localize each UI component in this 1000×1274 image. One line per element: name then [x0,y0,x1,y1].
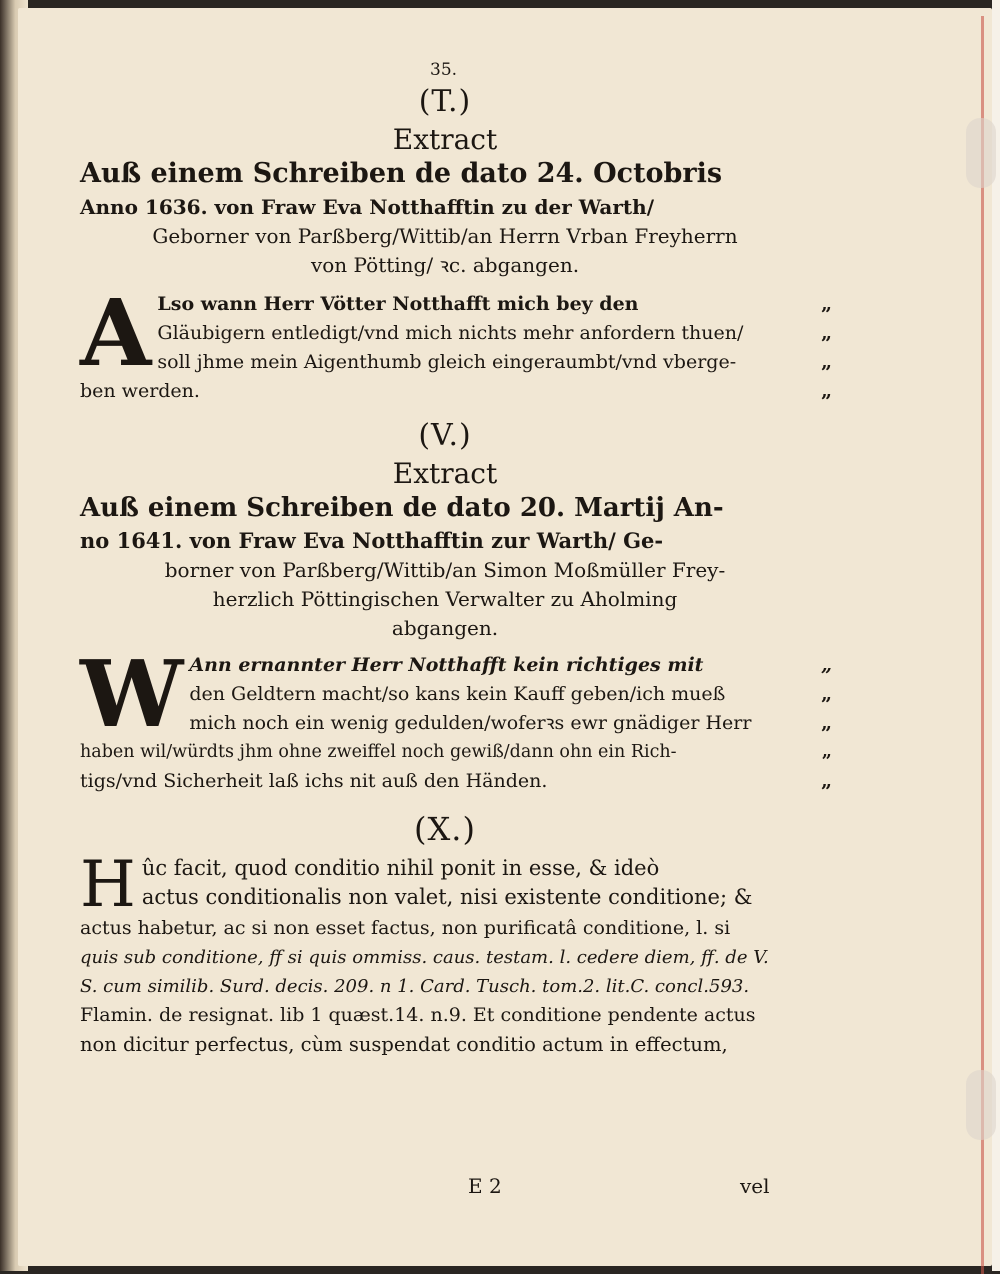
body-line: tigs/vnd Sicherheit laß ichs nit auß den Händen. „ [80,770,832,792]
latin-line: actus conditionalis non valet, nisi existente conditione; & [141,885,753,909]
section-label: (X.) [414,810,476,848]
section-label: (V.) [418,418,472,453]
body-line: Gläubigern entledigt/vnd mich nichts mehr anfordern thuen/ „ [157,322,832,344]
latin-line: ûc facit, quod conditio nihil ponit in esse, & ideò [141,856,660,880]
page-number: 35. [430,60,458,80]
body-block [80,279,832,406]
title-line: herzlich Pöttingischen Verwalter zu Aholming [212,587,678,611]
drop-cap: H [80,848,136,922]
page-content [80,60,832,1059]
catchword: vel [740,1174,770,1198]
latin-line: Flamin. de resignat. lib 1 quæst.14. n.9. Et conditione pendente actus [80,1004,756,1026]
latin-block [80,848,810,1059]
latin-line: non dicitur perfectus, cùm suspendat conditio actum in effectum, [80,1033,728,1056]
title-line: Geborner von Parßberg/Wittib/an Herrn Vrban Freyherrn [152,224,738,248]
latin-line: S. cum similib. Surd. decis. 209. n 1. Card. Tusch. tom.2. lit.C. concl.593. [80,976,750,997]
title-line: Auß einem Schreiben de dato 24. Octobris [80,158,723,189]
title-line: abgangen. [391,616,499,640]
body-line: mich noch ein wenig gedulden/woferꝛs ewr gnädiger Herr „ [189,712,832,734]
title-line: von Pötting/ ꝛc. abgangen. [310,253,580,277]
body-line: Lso wann Herr Vötter Notthafft mich bey den „ [157,293,832,315]
title-line: no 1641. von Fraw Eva Notthafftin zur Warth/ Ge- [80,528,664,553]
body-line: den Geldtern macht/so kans kein Kauff geben/ich mueß „ [189,683,832,705]
body-line: ben werden. „ [80,380,832,402]
clip-tab [966,1070,996,1140]
section-x [80,810,810,1059]
title-line: Auß einem Schreiben de dato 20. Martij An- [80,493,724,523]
body-line: Ann ernannter Herr Notthafft kein richtiges mit „ [189,654,832,676]
body-line: soll jhme mein Aigenthumb gleich eingeraumbt/vnd vberge- „ [157,351,832,373]
extract-label: Extract [392,123,498,156]
extract-label: Extract [392,457,498,490]
signature-mark: E 2 [468,1174,502,1198]
section-t [80,84,832,406]
book-page [18,8,992,1266]
body-block [80,640,832,796]
latin-line: quis sub conditione, ff si quis ommiss. caus. testam. l. cedere diem, ff. de V. [80,947,769,968]
section-label: (T.) [418,84,472,119]
section-v [80,418,832,796]
title-line: Anno 1636. von Fraw Eva Notthafftin zu der Warth/ [80,195,654,219]
latin-line: actus habetur, ac si non esset factus, non purificatâ conditione, l. si [80,917,731,939]
clip-tab [966,118,996,188]
title-line: borner von Parßberg/Wittib/an Simon Moßmüller Frey- [164,558,726,582]
drop-cap: A [80,279,152,387]
drop-cap: W [80,640,184,748]
body-line: haben wil/würdts jhm ohne zweiffel noch gewiß/dann ohn ein Rich- „ [80,742,832,762]
